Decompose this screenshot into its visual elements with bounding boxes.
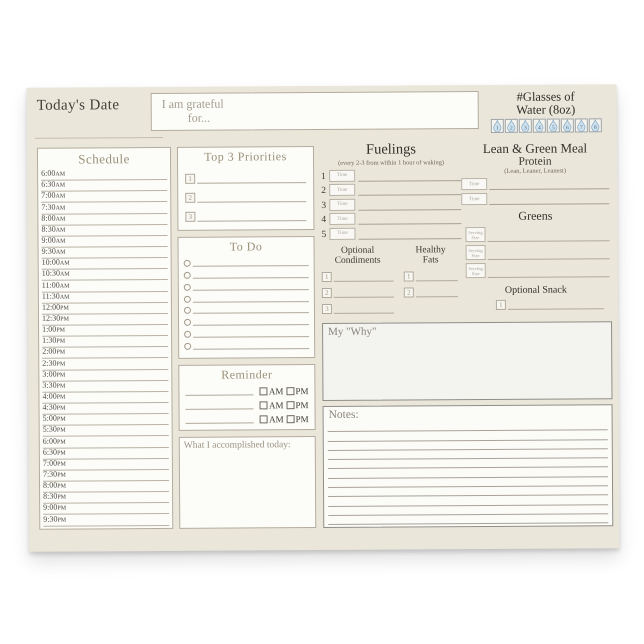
serving-size-box: Serving Size (466, 263, 486, 278)
write-line (359, 238, 462, 240)
greens-title: Greens (518, 208, 553, 223)
schedule-time-label: 6:30AM (41, 179, 66, 190)
schedule-time-label: 12:30PM (41, 313, 69, 323)
fueling-time-box: Time (329, 169, 355, 181)
todo-bullet-circle (184, 295, 191, 302)
snack-row (462, 295, 610, 310)
schedule-time-label: 3:00PM (42, 369, 66, 379)
fuelings-list (321, 166, 461, 239)
fats-title-line2: Fats (422, 255, 439, 266)
schedule-time-label: 4:30PM (42, 402, 66, 412)
accomplished-section (179, 436, 317, 529)
schedule-time-label: 7:30PM (42, 469, 66, 479)
fueling-row (321, 195, 461, 210)
fats-title-line1: Healthy (415, 245, 446, 256)
fats-list (404, 265, 458, 297)
serving-size-box: Serving Size (466, 245, 486, 260)
schedule-time-label: 7:30AM (41, 202, 66, 212)
pm-label: PM (295, 386, 309, 397)
schedule-time-label: 8:30PM (43, 491, 67, 501)
fueling-number: 4 (321, 214, 327, 226)
pm-checkbox (286, 387, 294, 395)
condiment-number: 2 (322, 288, 332, 298)
todo-section (178, 236, 316, 359)
condiment-row (322, 282, 394, 298)
svg-text:1: 1 (495, 125, 499, 132)
pm-label: PM (295, 414, 309, 425)
snack-list (462, 295, 610, 310)
todo-row (184, 254, 309, 267)
protein-row (461, 174, 609, 190)
priority-row (185, 183, 306, 203)
fueling-number: 3 (321, 200, 327, 211)
condiment-row (322, 266, 394, 282)
reminder-section (178, 364, 315, 431)
todo-row (184, 278, 309, 291)
fueling-row (321, 210, 461, 225)
todo-bullet-circle (184, 260, 191, 267)
priority-row (185, 164, 306, 184)
serving-size-box: Serving Size (465, 227, 485, 242)
optional-condiments (322, 246, 394, 314)
write-line (416, 296, 458, 297)
greens-row (461, 223, 609, 242)
schedule-time-label: 11:00AM (41, 280, 70, 290)
am-label: AM (268, 386, 284, 397)
todo-bullet-circle (184, 283, 191, 290)
schedule-row (43, 514, 169, 526)
schedule-time-label: 6:00PM (42, 436, 66, 446)
fueling-number: 2 (321, 185, 327, 197)
todo-row (184, 266, 309, 279)
reminder-title: Reminder (221, 367, 273, 382)
condiments-title-line1: Optional (340, 245, 375, 256)
schedule-time-label: 5:30PM (42, 425, 66, 435)
svg-text:7: 7 (579, 125, 583, 132)
condiments-title-line2: Condiments (334, 255, 381, 266)
schedule-time-label: 5:00PM (42, 413, 66, 423)
pm-checkbox (286, 401, 294, 409)
schedule-time-label: 8:00PM (42, 480, 66, 490)
condiments-fats-section (322, 245, 462, 314)
schedule-title: Schedule (78, 151, 130, 167)
grateful-text-line1: I am grateful (161, 96, 224, 111)
my-why-title: My "Why" (328, 325, 377, 338)
water-title-line1: #Glasses of (516, 89, 575, 104)
write-line (508, 308, 604, 310)
priorities-list (178, 164, 313, 222)
fuelings-subtitle: (every 2-3 from within 1 hour of waking) (338, 159, 445, 167)
fuelings-section (321, 141, 462, 239)
write-line (197, 220, 306, 222)
condiment-number: 1 (322, 272, 332, 282)
schedule-time-label: 9:00PM (43, 502, 67, 513)
todays-date-label: Today's Date (36, 97, 120, 114)
todo-bullet-circle (184, 307, 191, 314)
am-label: AM (269, 414, 284, 425)
planner-page (27, 84, 620, 552)
reminder-list (179, 382, 314, 425)
am-label: AM (268, 400, 284, 411)
fuelings-title: Fuelings (365, 141, 416, 158)
todo-row (184, 302, 309, 315)
todo-list (179, 254, 315, 350)
todo-title: To Do (229, 239, 263, 254)
water-title-line2: Water (8oz) (516, 102, 576, 117)
water-glass-icon (532, 119, 545, 133)
svg-text:6: 6 (565, 125, 569, 132)
protein-subtitle: Protein (518, 155, 552, 168)
svg-text:2: 2 (509, 125, 513, 132)
fat-row (404, 281, 458, 297)
greens-row (462, 241, 610, 260)
schedule-time-label: 8:30AM (41, 224, 66, 234)
write-line (186, 422, 254, 423)
protein-time-box: Time (461, 193, 487, 205)
schedule-time-label: 9:30PM (43, 514, 67, 524)
todo-bullet-circle (184, 272, 191, 279)
priority-number: 1 (185, 174, 195, 184)
water-glass-row (482, 118, 610, 133)
schedule-time-label: 10:30AM (41, 269, 70, 279)
optional-snack-section (462, 284, 610, 310)
am-checkbox (260, 401, 268, 409)
svg-text:5: 5 (551, 125, 555, 132)
fueling-time-box: Time (329, 184, 355, 196)
schedule-time-label: 9:30AM (41, 246, 66, 256)
lean-green-section (461, 140, 609, 205)
write-line (488, 276, 610, 278)
schedule-time-label: 12:00PM (41, 302, 69, 312)
greens-row (462, 259, 610, 278)
schedule-time-label: 2:30PM (42, 358, 66, 368)
todo-bullet-circle (184, 343, 191, 350)
schedule-time-label: 8:00AM (41, 213, 66, 223)
note-line (328, 514, 608, 525)
fat-number: 2 (404, 287, 414, 297)
schedule-time-label: 4:00PM (42, 391, 66, 401)
protein-time-box: Time (461, 178, 487, 190)
protein-list (461, 174, 609, 205)
condiment-number: 3 (322, 304, 332, 314)
water-glass-icon (560, 118, 573, 132)
priority-row (185, 202, 306, 222)
am-checkbox (260, 415, 268, 423)
fueling-time-box: Time (329, 213, 355, 225)
protein-subtext: (Lean, Leaner, Leanest) (504, 167, 567, 175)
fueling-time-box: Time (329, 198, 355, 210)
water-glass-icon (574, 118, 587, 132)
fueling-row (321, 181, 461, 196)
pm-checkbox (287, 415, 295, 423)
snack-number: 1 (496, 300, 506, 310)
reminder-row (186, 410, 309, 425)
svg-text:8: 8 (593, 124, 597, 131)
condiments-list (322, 266, 394, 314)
greens-section (461, 208, 609, 278)
schedule-time-label: 6:30PM (42, 447, 66, 457)
greens-list (461, 223, 609, 278)
water-glass-icon (490, 119, 503, 133)
reminder-row (185, 382, 308, 397)
am-checkbox (260, 387, 268, 395)
schedule-time-label: 9:00AM (41, 235, 66, 245)
todo-row (184, 290, 309, 303)
water-glass-icon (518, 119, 531, 133)
schedule-list (38, 167, 172, 526)
svg-text:4: 4 (537, 125, 541, 132)
healthy-fats (404, 245, 458, 313)
priority-number: 3 (185, 212, 195, 222)
schedule-time-label: 3:30PM (42, 380, 66, 390)
write-line (334, 313, 394, 314)
accomplished-title: What I accomplished today: (183, 440, 291, 451)
water-tracker (482, 90, 610, 133)
schedule-time-label: 11:30AM (41, 291, 70, 301)
protein-row (461, 189, 609, 205)
priorities-title: Top 3 Priorities (204, 149, 287, 164)
fueling-row (321, 166, 461, 181)
schedule-time-label: 7:00PM (42, 458, 66, 468)
reminder-row (185, 396, 308, 411)
todo-row (184, 325, 309, 338)
schedule-time-label: 2:00PM (42, 347, 66, 357)
lean-green-title: Lean & Green Meal (482, 140, 588, 157)
pm-label: PM (295, 400, 309, 411)
fat-number: 1 (404, 271, 414, 281)
grateful-text-line2: for... (187, 110, 211, 125)
schedule-time-label: 7:00AM (41, 191, 66, 201)
schedule-time-label: 1:30PM (42, 335, 66, 345)
svg-text:3: 3 (523, 125, 527, 132)
water-glass-icon (588, 118, 601, 132)
todo-bullet-circle (184, 319, 191, 326)
schedule-section (37, 147, 173, 530)
fueling-time-box: Time (329, 227, 355, 239)
fueling-number: 1 (321, 171, 326, 182)
fat-row (404, 265, 458, 281)
write-line (489, 203, 609, 205)
condiment-row (322, 298, 394, 314)
schedule-time-label: 10:00AM (41, 257, 70, 267)
date-write-line (35, 137, 163, 139)
todo-row (184, 314, 309, 327)
snack-title: Optional Snack (504, 284, 567, 296)
notes-lines (324, 419, 613, 525)
notes-title: Notes: (328, 408, 359, 421)
priorities-section (177, 146, 315, 231)
fueling-number: 5 (321, 229, 327, 240)
water-glass-icon (504, 119, 517, 133)
schedule-time-label: 6:00AM (41, 168, 66, 178)
todo-row (184, 337, 309, 350)
water-glass-icon (546, 119, 559, 133)
my-why-section (322, 321, 612, 401)
fueling-row (321, 224, 461, 239)
notes-section (323, 404, 614, 528)
todo-bullet-circle (184, 331, 191, 338)
schedule-time-label: 1:00PM (42, 324, 65, 334)
write-line (193, 348, 309, 350)
priority-number: 2 (185, 193, 195, 203)
grateful-box (151, 91, 479, 131)
